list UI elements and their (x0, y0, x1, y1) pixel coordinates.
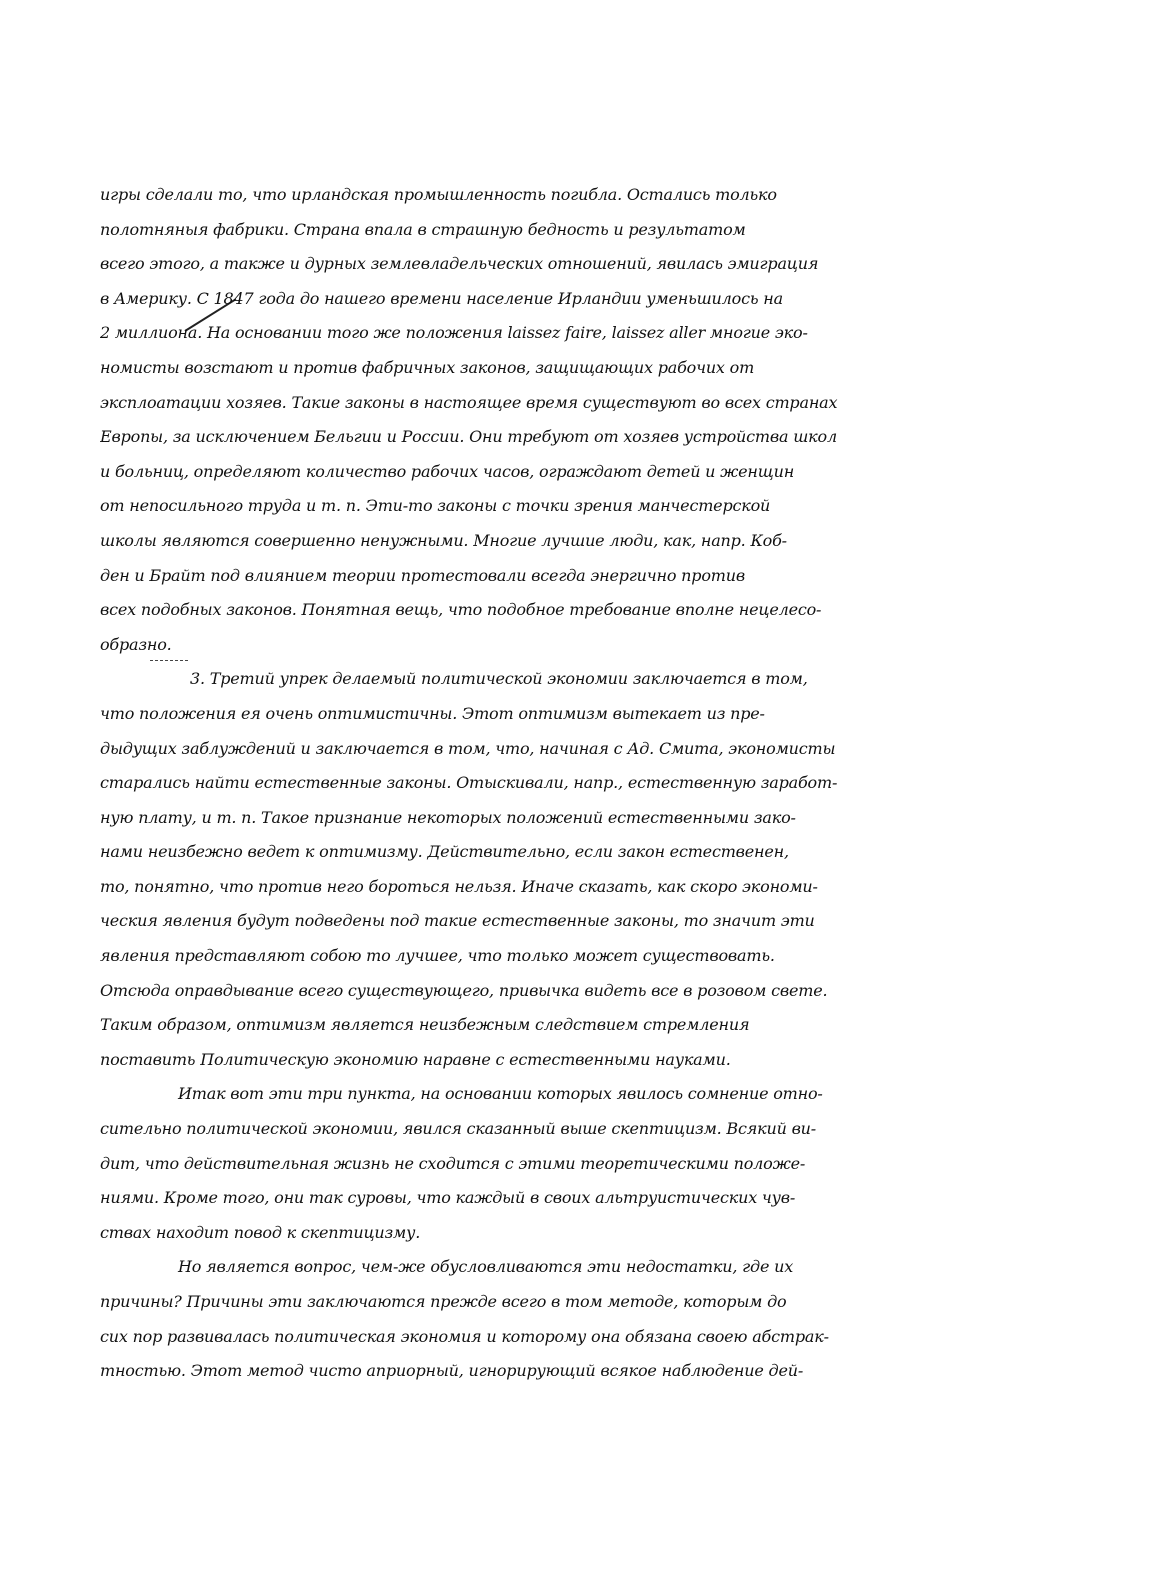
text-line: дит, что действительная жизнь не сходится с этими теоретическими положе- (100, 1153, 806, 1173)
text-line: Итак вот эти три пункта, на основании которых явилось сомнение отно- (178, 1084, 823, 1104)
text-line: Но является вопрос, чем-же обусловливаются эти недостатки, где их (178, 1257, 794, 1277)
text-line: ниями. Кроме того, они так суровы, что каждый в своих альтруистических чув- (100, 1188, 796, 1208)
text-line: что положения ея очень оптимистичны. Этот оптимизм вытекает из пре- (100, 703, 765, 723)
text-line: Отсюда оправдывание всего существующего, привычка видеть все в розовом свете. (100, 980, 828, 1000)
text-line: дыдущих заблуждений и заключается в том, что, начиная с Ад. Смита, экономисты (100, 738, 836, 758)
text-line: нами неизбежно ведет к оптимизму. Действительно, если закон естественен, (100, 842, 789, 862)
text-line: старались найти естественные законы. Отыскивали, напр., естественную заработ- (100, 773, 838, 793)
text-line: образно. (100, 634, 172, 654)
text-line: эксплоатации хозяев. Такие законы в настоящее время существуют во всех странах (100, 392, 838, 412)
text-line: причины? Причины эти заключаются прежде всего в том методе, которым до (100, 1292, 787, 1311)
text-line: школы являются совершенно ненужными. Многие лучшие люди, как, напр. Коб- (100, 530, 787, 550)
text-line: всех подобных законов. Понятная вещь, что подобное требование вполне нецелесо- (100, 600, 822, 620)
text-line: поставить Политическую экономию наравне с естественными науками. (100, 1049, 731, 1069)
text-line: тностью. Этот метод чисто априорный, игнорирующий всякое наблюдение дей- (100, 1361, 804, 1381)
text-line: явления представляют собою то лучшее, что только может существовать. (100, 946, 775, 966)
text-line: 2 миллиона. На основании того же положения laissez faire, laissez aller многие эко- (100, 323, 808, 343)
text-line: 3. Третий упрек делаемый политической экономии заключается в том, (190, 669, 808, 689)
text-line: ствах находит повод к скептицизму. (100, 1222, 421, 1242)
text-line: Европы, за исключением Бельгии и России. Они требуют от хозяев устройства школ (100, 427, 837, 447)
handwritten-text-block (100, 178, 1050, 1389)
text-line: номисты возстают и против фабричных законов, защищающих рабочих от (100, 357, 755, 377)
text-line: сих пор развивалась политическая экономия и которому она обязана своею абстрак- (100, 1326, 829, 1346)
text-line: то, понятно, что против него бороться нельзя. Иначе сказать, как скоро экономи- (100, 876, 818, 896)
text-line: от непосильного труда и т. п. Эти-то законы с точки зрения манчестерской (100, 496, 771, 516)
text-line: в Америку. С 1847 года до нашего времени население Ирландии уменьшилось на (100, 288, 783, 308)
text-line: Таким образом, оптимизм является неизбежным следствием стремления (100, 1015, 750, 1035)
text-line: всего этого, а также и дурных землевладельческих отношений, явилась эмиграция (100, 254, 819, 274)
text-line: и больниц, определяют количество рабочих часов, ограждают детей и женщин (100, 461, 795, 481)
text-line: ден и Брайт под влиянием теории протестовали всегда энергично против (100, 565, 745, 585)
text-line: полотняныя фабрики. Страна впала в страшную бедность и результатом (100, 219, 746, 239)
text-line: сительно политической экономии, явился сказанный выше скептицизм. Всякий ви- (100, 1119, 816, 1139)
text-line: игры сделали то, что ирландская промышленность погибла. Остались только (100, 185, 777, 204)
text-line: ческия явления будут подведены под такие естественные законы, то значит эти (100, 911, 815, 931)
text-line: ную плату, и т. п. Такое признание некоторых положений естественными зако- (100, 807, 796, 827)
